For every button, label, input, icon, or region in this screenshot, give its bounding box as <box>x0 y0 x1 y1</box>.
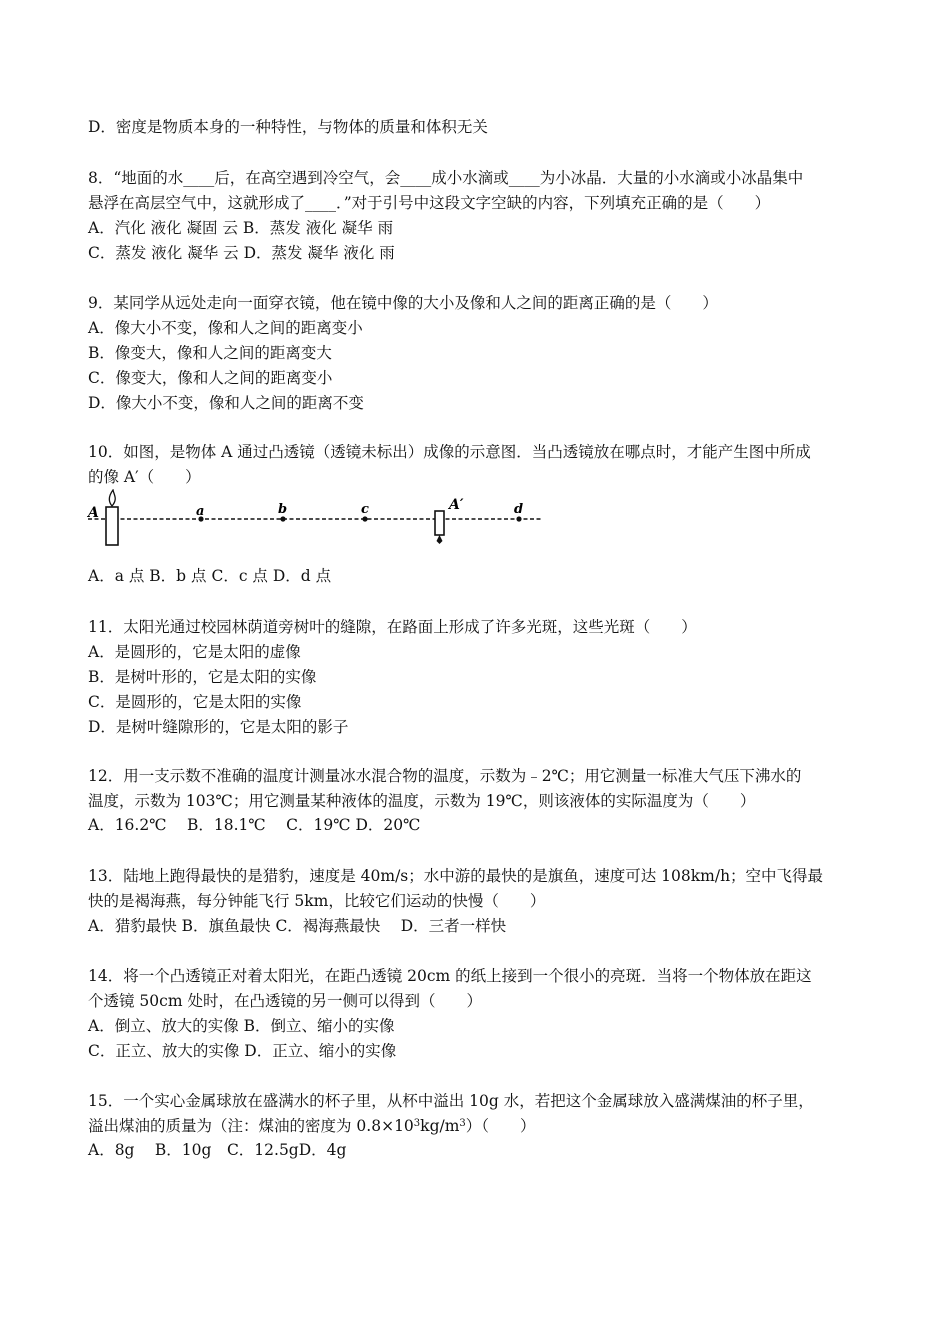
q11-option-c: C．是圆形的，它是太阳的实像 <box>88 693 302 711</box>
point-c <box>362 516 367 521</box>
q11-stem: 11．太阳光通过校园林荫道旁树叶的缝隙，在路面上形成了许多光斑，这些光斑（ ） <box>88 618 697 636</box>
q7-option-d: D．密度是物质本身的一种特性，与物体的质量和体积无关 <box>88 118 488 136</box>
candle-flame-icon <box>109 490 115 506</box>
q15-stem-line2-pre: 溢出煤油的质量为（注：煤油的密度为 0.8×10 <box>88 1117 414 1135</box>
lens-diagram-svg <box>86 489 546 551</box>
image-flame-icon <box>437 535 443 544</box>
q10-stem-line2: 的像 A′（ ） <box>88 468 201 486</box>
q10-options: A．a 点 B．b 点 C．c 点 D．d 点 <box>88 567 332 585</box>
q11-option-b: B．是树叶形的，它是太阳的实像 <box>88 668 317 686</box>
object-candle <box>106 507 118 545</box>
label-point-c: c <box>361 502 369 517</box>
lens-diagram <box>86 489 546 551</box>
q13-stem-line2: 快的是褐海燕，每分钟能飞行 5km，比较它们运动的快慢（ ） <box>88 892 546 910</box>
image-candle <box>435 511 444 535</box>
q15-unit: kg/m <box>420 1117 460 1135</box>
label-point-d: d <box>514 502 524 517</box>
q9-option-c: C．像变大，像和人之间的距离变小 <box>88 369 333 387</box>
q8-stem-line1: 8．“地面的水____后，在高空遇到冷空气，会____成小水滴或____为小冰晶．大量的小水滴或小冰晶集中 <box>88 169 804 187</box>
q9-option-b: B．像变大，像和人之间的距离变大 <box>88 344 332 362</box>
q9-option-d: D．像大小不变，像和人之间的距离不变 <box>88 394 364 412</box>
q8-options-line2: C．蒸发 液化 凝华 云 D．蒸发 凝华 液化 雨 <box>88 244 395 262</box>
q14-options-line2: C．正立、放大的实像 D．正立、缩小的实像 <box>88 1042 397 1060</box>
label-image-a-prime: A′ <box>449 497 464 513</box>
q8-stem-line2: 悬浮在高层空气中，这就形成了____．”对于引号中这段文字空缺的内容，下列填充正确的是（ ） <box>88 194 771 212</box>
q15-exponent-1: 3 <box>413 1118 421 1129</box>
q8-options-line1: A．汽化 液化 凝固 云 B．蒸发 液化 凝华 雨 <box>88 219 394 237</box>
q9-stem: 9．某同学从远处走向一面穿衣镜，他在镜中像的大小及像和人之间的距离正确的是（ ） <box>88 294 718 312</box>
q15-exponent-2: 3 <box>459 1118 466 1129</box>
q14-stem-line2: 个透镜 50cm 处时，在凸透镜的另一侧可以得到（ ） <box>88 992 482 1010</box>
q14-stem-line1: 14．将一个凸透镜正对着太阳光，在距凸透镜 20cm 的纸上接到一个很小的亮斑．当将一个物体放在距这 <box>88 967 812 985</box>
point-d <box>516 516 521 521</box>
label-point-b: b <box>278 502 288 517</box>
q10-stem-line1: 10．如图，是物体 A 通过凸透镜（透镜未标出）成像的示意图．当凸透镜放在哪点时，才能产生图中所成 <box>88 443 811 461</box>
q9-option-a: A．像大小不变，像和人之间的距离变小 <box>88 319 363 337</box>
point-b <box>280 516 285 521</box>
label-object-a: A <box>88 505 99 521</box>
q12-options: A．16.2℃ B．18.1℃ C．19℃ D．20℃ <box>88 816 421 834</box>
q12-stem-line1: 12．用一支示数不准确的温度计测量冰水混合物的温度，示数为﹣2℃；用它测量一标准大气压下沸水的 <box>88 767 802 785</box>
label-point-a: a <box>196 504 205 519</box>
q15-stem-line2 <box>88 1116 870 1136</box>
q12-stem-line2: 温度，示数为 103℃；用它测量某种液体的温度，示数为 19℃，则该液体的实际温度为（ ） <box>88 792 756 810</box>
q13-stem-line1: 13．陆地上跑得最快的是猎豹，速度是 40m/s；水中游的最快的是旗鱼，速度可达 108km/h；空中飞得最 <box>88 867 824 885</box>
q14-options-line1: A．倒立、放大的实像 B．倒立、缩小的实像 <box>88 1017 395 1035</box>
q15-stem-line1: 15．一个实心金属球放在盛满水的杯子里，从杯中溢出 10g 水，若把这个金属球放入盛满煤油的杯子里， <box>88 1092 814 1110</box>
q11-option-d: D．是树叶缝隙形的，它是太阳的影子 <box>88 718 349 736</box>
q11-option-a: A．是圆形的，它是太阳的虚像 <box>88 643 301 661</box>
q15-stem-line2-post: ）（ ） <box>465 1117 536 1135</box>
q15-options: A．8g B．10g C．12.5gD．4g <box>88 1141 347 1159</box>
q13-options: A．猎豹最快 B．旗鱼最快 C．褐海燕最快 D．三者一样快 <box>88 917 507 935</box>
